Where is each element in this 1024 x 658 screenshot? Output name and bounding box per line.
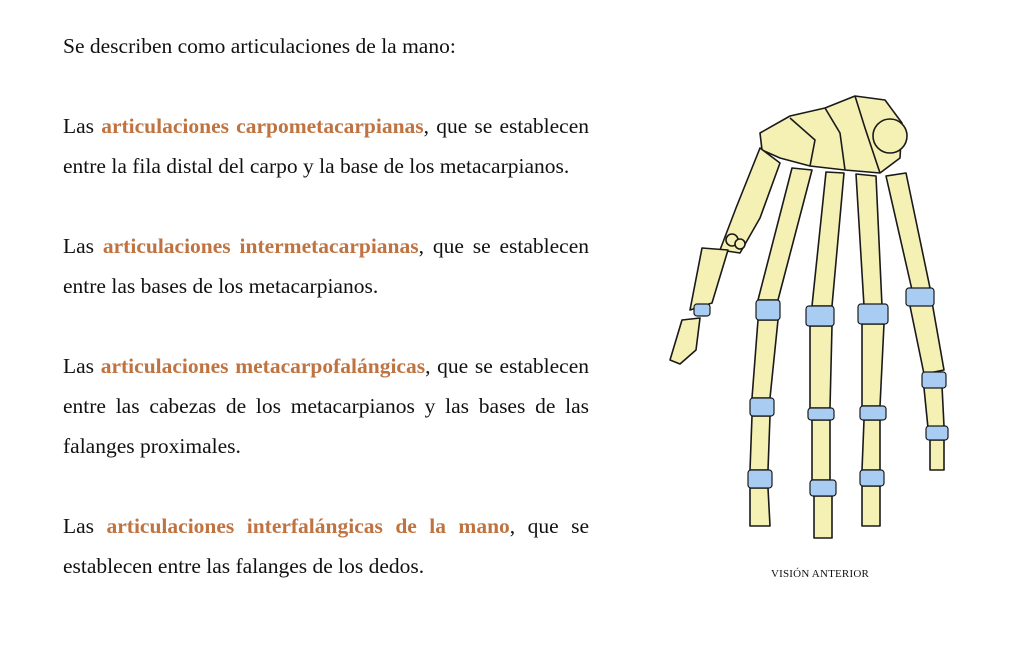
joint-metacarpophalangeal-index <box>756 300 780 320</box>
paragraph-prefix: Las <box>63 114 102 138</box>
pisiform-bone <box>873 119 907 153</box>
paragraph-suffix: , que se establecen entre la fila distal del carpo y la base de los metacarpianos. <box>63 114 590 178</box>
hand-skeleton-illustration <box>640 78 1000 558</box>
paragraph-suffix: , que se establecen entre las bases de los metacarpianos. <box>63 234 589 298</box>
term-metacarpophalangeal: articulaciones metacarpofalángicas <box>100 354 426 378</box>
thumb-distal-phalanx <box>670 318 700 364</box>
thumb-proximal-phalanx <box>690 248 728 310</box>
middle-distal-phalanx <box>814 496 832 538</box>
ring-middle-phalanx <box>862 420 880 470</box>
paragraph-interphalangeal <box>63 506 589 586</box>
term-interphalangeal: articulaciones interfalángicas de la mano <box>106 514 510 538</box>
joint-metacarpophalangeal-little <box>906 288 934 306</box>
joint-interphalangeal <box>748 470 772 488</box>
paragraph-prefix: Las <box>63 234 103 258</box>
joint-metacarpophalangeal-ring <box>858 304 888 324</box>
intro-text: Se describen como articulaciones de la mano: <box>63 34 456 58</box>
ring-metacarpal <box>856 174 882 306</box>
index-middle-phalanx <box>750 416 770 470</box>
joint-metacarpophalangeal-middle <box>806 306 834 326</box>
ring-proximal-phalanx <box>862 324 884 406</box>
paragraph-metacarpophalangeal <box>63 346 589 466</box>
joint-interphalangeal <box>922 372 946 388</box>
term-carpometacarpal: articulaciones carpometacarpianas <box>101 114 424 138</box>
middle-middle-phalanx <box>812 420 830 480</box>
joint-interphalangeal <box>810 480 836 496</box>
paragraph-suffix: , que se establecen entre las cabezas de los metacarpianos y las bases de las falanges proximales. <box>63 354 590 458</box>
middle-proximal-phalanx <box>810 326 832 408</box>
little-distal-phalanx <box>930 440 944 470</box>
middle-metacarpal <box>812 172 844 306</box>
article-text <box>63 26 589 586</box>
hand-skeleton-figure <box>640 78 1000 598</box>
paragraph-intermetacarpal <box>63 226 589 306</box>
ring-distal-phalanx <box>862 486 880 526</box>
paragraph-suffix: , que se establecen entre las falanges de los dedos. <box>63 514 590 578</box>
index-proximal-phalanx <box>752 320 778 398</box>
joint-interphalangeal <box>860 406 886 420</box>
figure-caption: VISIÓN ANTERIOR <box>770 568 870 580</box>
paragraph-prefix: Las <box>63 514 107 538</box>
term-intermetacarpal: articulaciones intermetacarpianas <box>102 234 419 258</box>
little-metacarpal <box>886 173 930 290</box>
little-proximal-phalanx <box>910 302 944 374</box>
joint-interphalangeal <box>926 426 948 440</box>
joint-interphalangeal <box>808 408 834 420</box>
joint-interphalangeal-thumb <box>694 304 710 316</box>
little-middle-phalanx <box>924 386 944 428</box>
index-distal-phalanx <box>750 488 770 526</box>
paragraph-prefix: Las <box>63 354 101 378</box>
joint-interphalangeal <box>750 398 774 416</box>
paragraph-carpometacarpal <box>63 106 589 186</box>
joint-interphalangeal <box>860 470 884 486</box>
